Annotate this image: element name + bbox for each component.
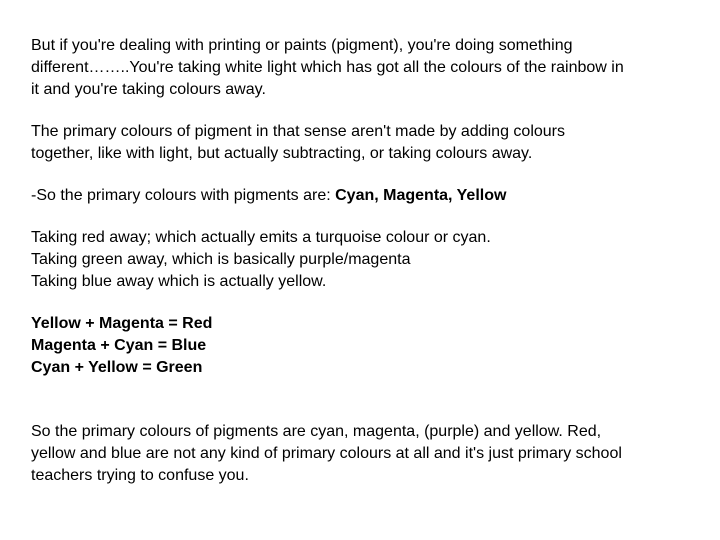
primaries-statement (31, 185, 706, 207)
text-line: The primary colours of pigment in that sense aren't made by adding colours (31, 123, 565, 140)
taking-away-list (31, 227, 706, 293)
slide-text-body (31, 35, 706, 487)
conclusion-paragraph (31, 421, 706, 487)
primaries-prefix: -So the primary colours with pigments are: (31, 187, 336, 204)
text-line: So the primary colours of pigments are cyan, magenta, (purple) and yellow. Red, (31, 423, 602, 440)
equation-line: Magenta + Cyan = Blue (31, 337, 207, 354)
text-line: Taking blue away which is actually yellow. (31, 273, 327, 290)
equation-line: Cyan + Yellow = Green (31, 359, 203, 376)
text-line: Taking green away, which is basically purple/magenta (31, 251, 411, 268)
text-line (31, 185, 706, 207)
mixing-equations (31, 313, 706, 379)
text-line: yellow and blue are not any kind of primary colours at all and it's just primary school (31, 445, 622, 462)
text-line: Taking red away; which actually emits a turquoise colour or cyan. (31, 229, 491, 246)
subtractive-paragraph (31, 121, 706, 165)
text-line: But if you're dealing with printing or paints (pigment), you're doing something (31, 37, 573, 54)
text-line: it and you're taking colours away. (31, 81, 266, 98)
equation-line: Yellow + Magenta = Red (31, 315, 213, 332)
intro-paragraph (31, 35, 706, 101)
text-line: together, like with light, but actually subtracting, or taking colours away. (31, 145, 533, 162)
text-line: teachers trying to confuse you. (31, 467, 249, 484)
primaries-emphasis: Cyan, Magenta, Yellow (335, 187, 507, 204)
text-line: different……..You're taking white light which has got all the colours of the rainbow in (31, 59, 624, 76)
